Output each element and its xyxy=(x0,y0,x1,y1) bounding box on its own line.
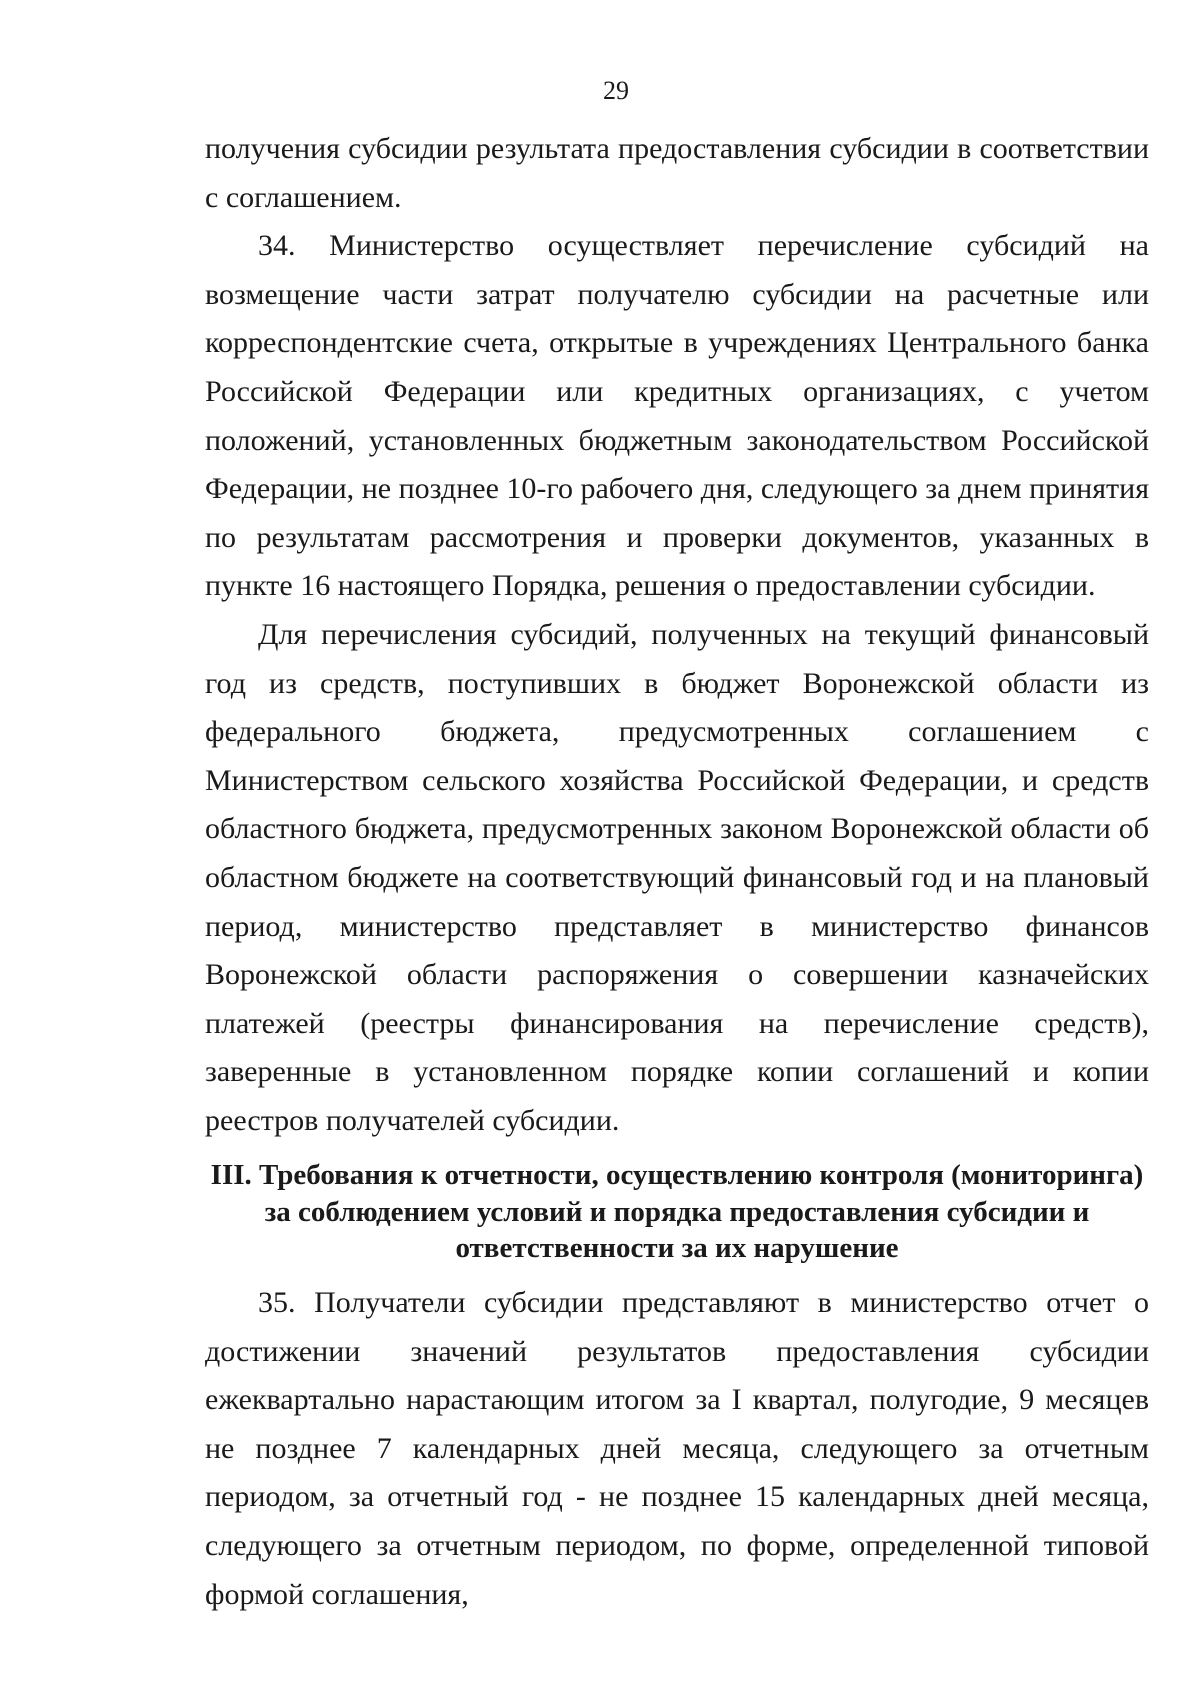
page-number: 29 xyxy=(603,76,629,105)
body-text-bottom xyxy=(205,1279,1149,1619)
paragraph-item-34: 34. Министерство осуществляет перечисление субсидий на возмещение части затрат получателю субсидии на расчетные или корреспондентские счета, открытые в учреждениях Центрального банка Российской Федерации или кредитных организациях, с учетом положений, установленных бюджетным законодательством Российской Федерации, не позднее 10-го рабочего дня, следующего за днем принятия по результатам рассмотрения и проверки документов, указанных в пункте 16 настоящего Порядка, решения о предоставлении субсидии. xyxy=(205,229,1149,603)
section-heading-line: ответственности за их нарушение xyxy=(455,1232,899,1264)
paragraph-item-35: 35. Получатели субсидии представляют в министерство отчет о достижении значений результатов предоставления субсидии ежеквартально нарастающим итогом за I квартал, полугодие, 9 месяцев не позднее 7 календарных дней месяца, следующего за отчетным периодом, за отчетный год - не позднее 15 календарных дней месяца, следующего за отчетным периодом, по форме, определенной типовой формой соглашения, xyxy=(205,1286,1149,1611)
body-text-top xyxy=(205,125,1149,1145)
paragraph-continuation: получения субсидии результата предоставления субсидии в соответствии с соглашением. xyxy=(205,132,1149,214)
section-heading-line: III. Требования к отчетности, осуществлению контроля (мониторинга) xyxy=(210,1159,1144,1191)
section-heading-line: за соблюдением условий и порядка предоставления субсидии и xyxy=(264,1195,1090,1228)
paragraph-transfer-procedure: Для перечисления субсидий, полученных на текущий финансовый год из средств, поступивших в бюджет Воронежской области из федерального бюджета, предусмотренных соглашением с Министерством сельского хозяйства Российской Федерации, и средств областного бюджета, предусмотренных законом Воронежской области об областном бюджете на соответствующий финансовый год и на плановый период, министерство представляет в министерство финансов Воронежской области распоряжения о совершении казначейских платежей (реестры финансирования на перечисление средств), заверенные в установленном порядке копии соглашений и копии реестров получателей субсидии. xyxy=(205,617,1149,1137)
section-heading xyxy=(205,1157,1149,1267)
